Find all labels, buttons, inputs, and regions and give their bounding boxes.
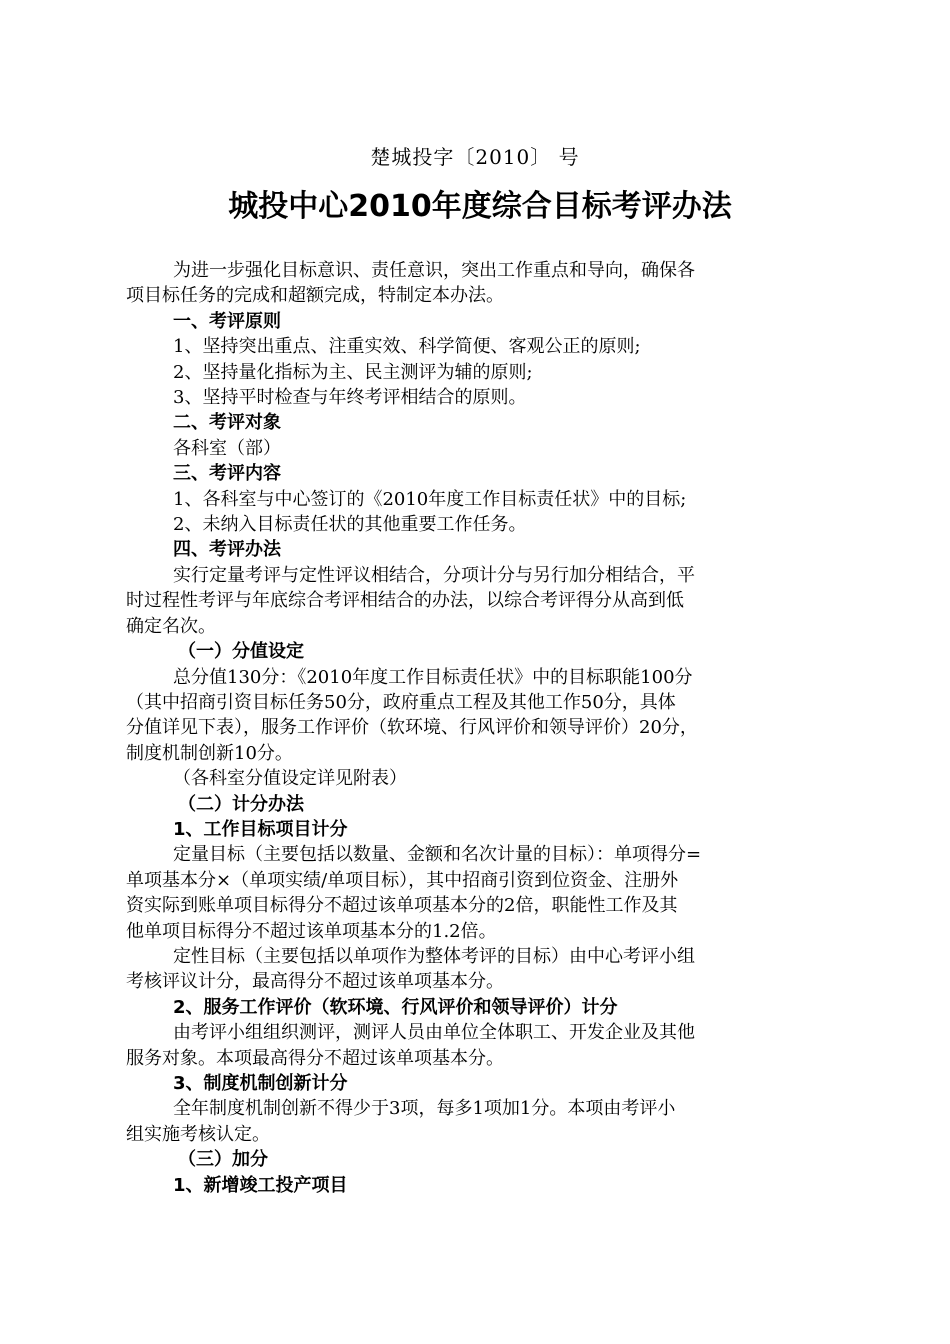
text-line-sec4-heading: 四、考评办法 xyxy=(173,539,281,561)
text-line-sub1-body-3: 分值详见下表），服务工作评价（软环境、行风评价和领导评价）20分， xyxy=(126,717,698,739)
document-number: 楚城投字〔2010〕 号 xyxy=(370,145,580,169)
text-line-sub2-item2-heading: 2、服务工作评价（软环境、行风评价和领导评价）计分 xyxy=(173,996,618,1018)
text-line-sec3-item2: 2、未纳入目标责任状的其他重要工作任务。 xyxy=(173,514,527,536)
text-line-sec4-body-1: 实行定量考评与定性评议相结合，分项计分与另行加分相结合，平 xyxy=(173,564,695,586)
text-line-sec4-body-2: 时过程性考评与年底综合考评相结合的办法，以综合考评得分从高到低 xyxy=(126,590,684,612)
text-line-intro-2: 项目标任务的完成和超额完成，特制定本办法。 xyxy=(126,285,504,307)
text-line-sec2-body: 各科室（部） xyxy=(173,437,281,459)
text-line-sub2-item3-body-2: 组实施考核认定。 xyxy=(126,1123,270,1145)
text-line-sub2-item2-body-2: 服务对象。本项最高得分不超过该单项基本分。 xyxy=(126,1047,504,1069)
text-line-sec1-item3: 3、坚持平时检查与年终考评相结合的原则。 xyxy=(173,387,527,409)
text-line-sub2-item1-body-5: 定性目标（主要包括以单项作为整体考评的目标）由中心考评小组 xyxy=(173,945,695,967)
text-line-sub3-item1-heading: 1、新增竣工投产项目 xyxy=(173,1174,348,1196)
text-line-sub2-item1-body-2: 单项基本分×（单项实绩/单项目标），其中招商引资到位资金、注册外 xyxy=(126,869,679,891)
text-line-sub2-item1-body-6: 考核评议计分，最高得分不超过该单项基本分。 xyxy=(126,971,504,993)
text-line-sub2-item3-body-1: 全年制度机制创新不得少于3项，每多1项加1分。本项由考评小 xyxy=(173,1098,676,1120)
text-line-sub1-body-2: （其中招商引资目标任务50分，政府重点工程及其他工作50分，具体 xyxy=(126,691,676,713)
text-line-sub1-body-1: 总分值130分：《2010年度工作目标责任状》中的目标职能100分 xyxy=(173,666,693,688)
text-line-sub1-note: （各科室分值设定详见附表） xyxy=(173,768,407,790)
document-title: 城投中心2010年度综合目标考评办法 xyxy=(228,189,732,224)
text-line-sub1-heading: （一）分值设定 xyxy=(178,641,304,663)
text-line-sec1-item1: 1、坚持突出重点、注重实效、科学简便、客观公正的原则; xyxy=(173,336,641,358)
text-line-sub1-body-4: 制度机制创新10分。 xyxy=(126,742,293,764)
text-line-sub2-item2-body-1: 由考评小组组织测评，测评人员由单位全体职工、开发企业及其他 xyxy=(173,1022,695,1044)
text-line-sec3-heading: 三、考评内容 xyxy=(173,463,281,485)
text-line-sub2-item3-heading: 3、制度机制创新计分 xyxy=(173,1073,348,1094)
text-line-sub2-item1-body-1: 定量目标（主要包括以数量、金额和名次计量的目标）：单项得分= xyxy=(173,844,702,866)
text-line-sub2-heading: （二）计分办法 xyxy=(178,793,304,815)
text-line-sub2-item1-body-3: 资实际到账单项目标得分不超过该单项基本分的2倍，职能性工作及其 xyxy=(126,895,678,917)
text-line-sub3-heading: （三）加分 xyxy=(178,1149,268,1171)
text-line-sec3-item1: 1、各科室与中心签订的《2010年度工作目标责任状》中的目标; xyxy=(173,488,687,510)
text-line-intro-1: 为进一步强化目标意识、责任意识，突出工作重点和导向，确保各 xyxy=(173,260,695,281)
text-line-sec4-body-3: 确定名次。 xyxy=(126,615,216,637)
document-body xyxy=(126,258,836,1198)
text-line-sec2-heading: 二、考评对象 xyxy=(173,412,281,434)
text-line-sec1-heading: 一、考评原则 xyxy=(173,310,281,332)
text-line-sec1-item2: 2、坚持量化指标为主、民主测评为辅的原则; xyxy=(173,361,533,383)
text-line-sub2-item1-body-4: 他单项目标得分不超过该单项基本分的1.2倍。 xyxy=(126,920,497,942)
text-line-sub2-item1-heading: 1、工作目标项目计分 xyxy=(173,818,348,840)
